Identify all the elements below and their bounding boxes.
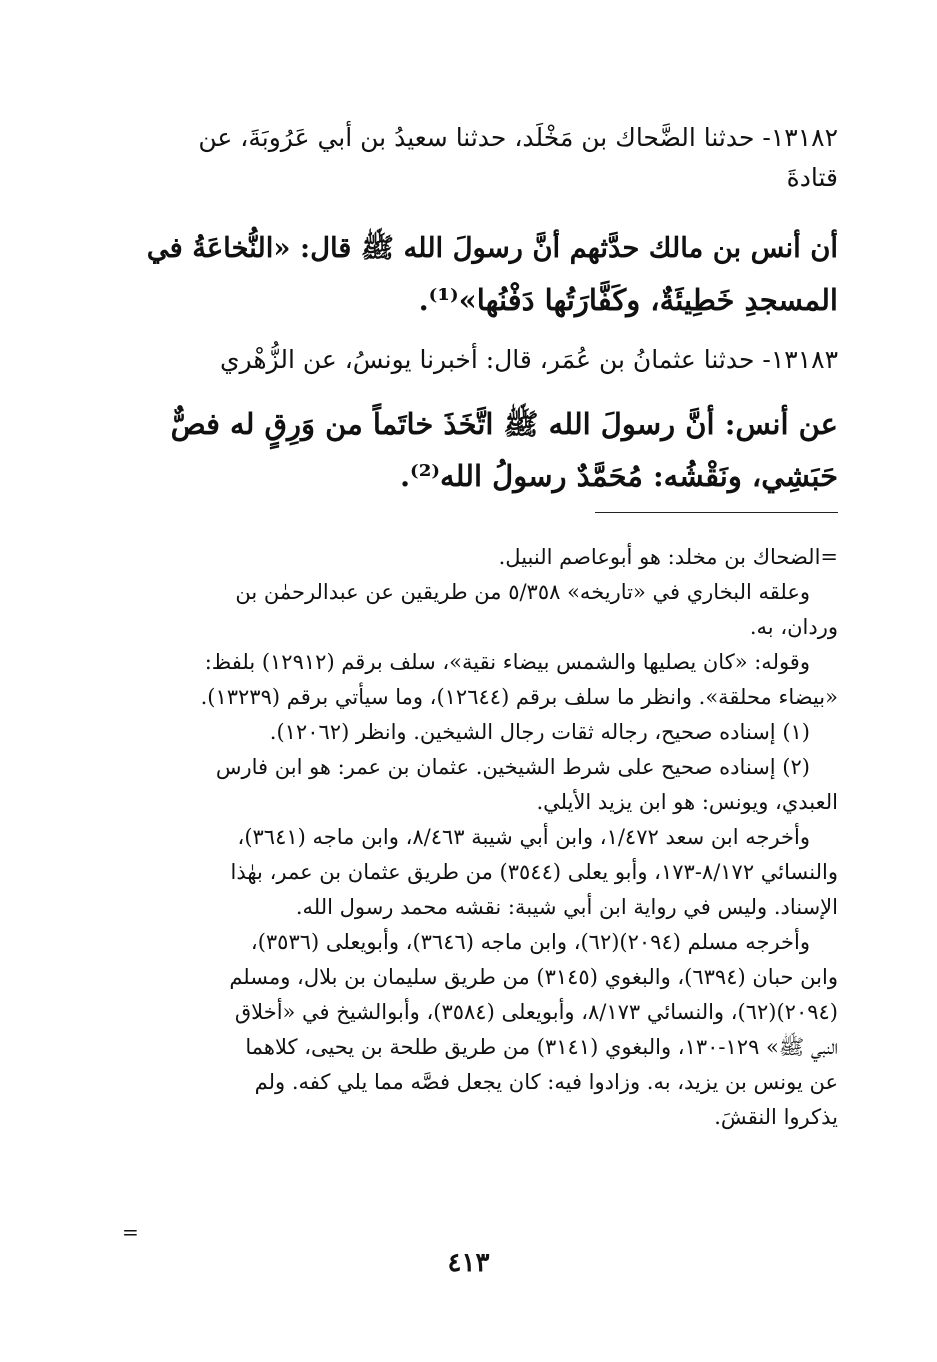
footnote-line: النبي ﷺ» ١٢٩-١٣٠، والبغوي (٣١٤١) من طريق طلحة بن يحيى، كلاهما <box>245 1035 838 1059</box>
page-number: ٤١٣ <box>447 1248 490 1278</box>
footnote-line: وأخرجه مسلم (٢٠٩٤)(٦٢)، وابن ماجه (٣٦٤٦)، وأبويعلى (٣٥٣٦)، <box>250 930 810 954</box>
footnote-separator <box>595 512 838 513</box>
footnote-line: «بيضاء محلقة». وانظر ما سلف برقم (١٢٦٤٤)، وما سيأتي برقم (١٣٢٣٩). <box>200 685 838 709</box>
hadith-13182-isnad-line2: قتادةَ <box>786 163 838 192</box>
footnote-2: (٢) إسناده صحيح على شرط الشيخين. عثمان بن عمر: هو ابن فارس <box>215 755 810 779</box>
footnote-line: وابن حبان (٦٣٩٤)، والبغوي (٣١٤٥) من طريق سليمان بن بلال، ومسلم <box>229 965 838 989</box>
hadith-13182-matn-line1: أن أنس بن مالك حدَّثهم أنَّ رسولَ الله ﷺ قال: «النُّخاعَةُ في <box>146 232 838 264</box>
footnote-line: وقوله: «كان يصليها والشمس بيضاء نقية»، سلف برقم (١٢٩١٢) بلفظ: <box>204 650 810 674</box>
footnote-line: =الضحاك بن مخلد: هو أبوعاصم النبيل. <box>498 545 838 569</box>
footnote-line: وردان، به. <box>749 615 838 639</box>
footnote-line: وعلقه البخاري في «تاريخه» ٥/٣٥٨ من طريقين عن عبدالرحمٰن بن <box>235 580 810 604</box>
hadith-13182-matn <box>132 222 838 326</box>
footnote-line: العبدي، ويونس: هو ابن يزيد الأيلي. <box>536 790 838 814</box>
footnote-line: عن يونس بن يزيد، به. وزادوا فيه: كان يجعل فصَّه مما يلي كفه. ولم <box>254 1070 838 1094</box>
footnote-line: يذكروا النقشَ. <box>714 1105 838 1129</box>
hadith-13183-number-line: ١٣١٨٣- حدثنا عثمانُ بن عُمَر، قال: أخبرنا يونسُ، عن الزُّهْري <box>219 345 838 374</box>
hadith-13182-matn-line2: المسجدِ خَطِيئَةٌ، وكَفَّارَتُها دَفْنُها»⁽¹⁾. <box>418 283 838 317</box>
hadith-13183-isnad <box>132 340 838 380</box>
footnote-line: وأخرجه ابن سعد ١/٤٧٢، وابن أبي شيبة ٨/٤٦٣، وابن ماجه (٣٦٤١)، <box>237 825 810 849</box>
hadith-13183-matn-line1: عن أنس: أنَّ رسولَ الله ﷺ اتَّخَذَ خاتَماً من وَرِقٍ له فصٌّ <box>170 407 838 441</box>
footnote-line: والنسائي ٨/١٧٢-١٧٣، وأبو يعلى (٣٥٤٤) من طريق عثمان بن عمر، بهٰذا <box>230 860 838 884</box>
footnote-line: (٢٠٩٤)(٦٢)، والنسائي ٨/١٧٣، وأبويعلى (٣٥٨٤)، وأبوالشيخ في «أخلاق <box>234 1000 838 1024</box>
hadith-13183-matn-line2: حَبَشِي، ونَقْشُه: مُحَمَّدٌ رسولُ الله⁽²⁾. <box>399 459 838 493</box>
footnote-1: (١) إسناده صحيح، رجاله ثقات رجال الشيخين. وانظر (١٢٠٦٢). <box>269 720 810 744</box>
hadith-13183-matn <box>132 398 838 502</box>
hadith-13182-isnad <box>132 118 838 198</box>
continuation-marker: = <box>122 1220 139 1244</box>
footnote-line: الإسناد. وليس في رواية ابن أبي شيبة: نقشه محمد رسول الله. <box>295 895 838 919</box>
hadith-13182-number-line: ١٣١٨٢- حدثنا الضَّحاك بن مَخْلَد، حدثنا سعيدُ بن أبي عَرُوبَةَ، عن <box>198 123 838 152</box>
footnotes <box>132 540 838 1135</box>
